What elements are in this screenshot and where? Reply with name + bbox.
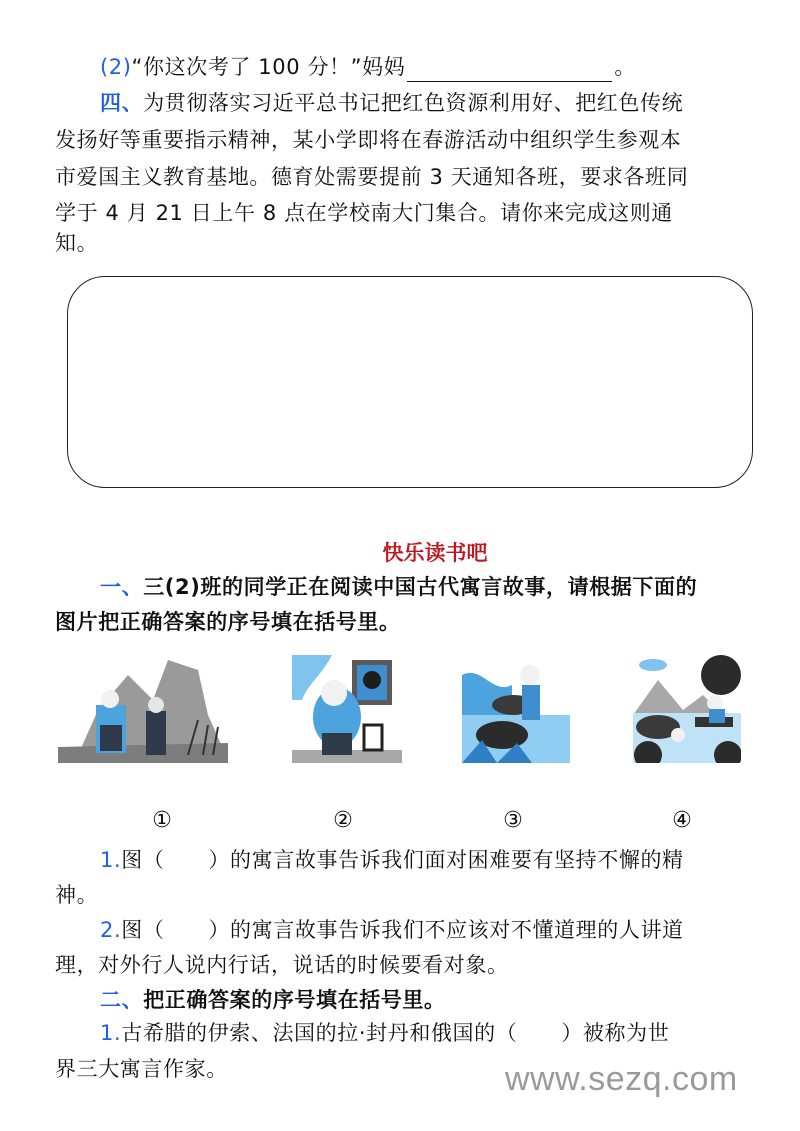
- part-1-question-1-label: 1.: [100, 848, 122, 872]
- part-1-question-2-cont: 理，对外行人说内行话，说话的时候要看对象。: [55, 953, 509, 977]
- question-text-after: ）的寓言故事告诉我们不应该对不懂道理的人讲道: [208, 918, 684, 942]
- picture-number-2: ②: [333, 808, 353, 833]
- part-1-text: 三(2)班的同学正在阅读中国古代寓言故事，请根据下面的: [143, 575, 698, 599]
- fable-illustration-4-icon: [633, 655, 741, 763]
- question-2-label: (2): [100, 55, 132, 79]
- part-1-line-2: 图片把正确答案的序号填在括号里。: [55, 610, 401, 634]
- question-text-before: 图（: [121, 848, 165, 872]
- question-4-line-1: [100, 88, 683, 118]
- question-4-line-5: 知。: [55, 231, 99, 255]
- picture-number-1: ①: [152, 808, 172, 833]
- question-2-text: “你这次考了 100 分！”妈妈: [131, 55, 406, 79]
- part-2-heading: [100, 985, 446, 1015]
- picture-2: [292, 655, 402, 763]
- fable-illustration-3-icon: [462, 655, 570, 763]
- picture-1: [58, 655, 228, 763]
- picture-number-3: ③: [503, 808, 523, 833]
- part-1-question-1-cont: 神。: [55, 883, 99, 907]
- period: 。: [614, 55, 636, 79]
- question-2-line: [100, 52, 636, 82]
- picture-4: [633, 655, 741, 763]
- question-4-label: 四、: [100, 91, 144, 115]
- question-4-line-2: 发扬好等重要指示精神，某小学即将在春游活动中组织学生参观本: [55, 128, 682, 152]
- part-2-label: 二、: [100, 988, 144, 1012]
- answer-blank[interactable]: [407, 61, 612, 82]
- part-2-title: 把正确答案的序号填在括号里。: [143, 988, 446, 1012]
- part-1-question-1: [100, 845, 684, 875]
- question-text-before: 图（: [121, 918, 165, 942]
- part-2-question-1-label: 1.: [100, 1021, 122, 1045]
- question-4-line-4: 学于 4 月 21 日上午 8 点在学校南大门集合。请你来完成这则通: [55, 201, 673, 225]
- notice-answer-box[interactable]: [67, 276, 753, 488]
- part-2-question-1-cont: 界三大寓言作家。: [55, 1057, 228, 1081]
- fable-illustration-1-icon: [58, 655, 228, 763]
- question-4-text: 为贯彻落实习近平总书记把红色资源利用好、把红色传统: [143, 91, 684, 115]
- part-2-question-1: [100, 1018, 669, 1048]
- question-text-after: ）被称为世: [561, 1021, 670, 1045]
- section-title: 快乐读书吧: [382, 540, 488, 565]
- question-text-before: 古希腊的伊索、法国的拉·封丹和俄国的（: [121, 1021, 518, 1045]
- part-1-question-2: [100, 915, 684, 945]
- watermark: www.sezq.com: [505, 1060, 738, 1098]
- fable-illustration-2-icon: [292, 655, 402, 763]
- question-4-line-3: 市爱国主义教育基地。德育处需要提前 3 天通知各班，要求各班同: [55, 165, 689, 189]
- picture-number-4: ④: [672, 808, 692, 833]
- part-1-label: 一、: [100, 575, 144, 599]
- part-1-line-1: [100, 572, 697, 602]
- question-text-after: ）的寓言故事告诉我们面对困难要有坚持不懈的精: [208, 848, 684, 872]
- picture-3: [462, 655, 570, 763]
- part-1-question-2-label: 2.: [100, 918, 122, 942]
